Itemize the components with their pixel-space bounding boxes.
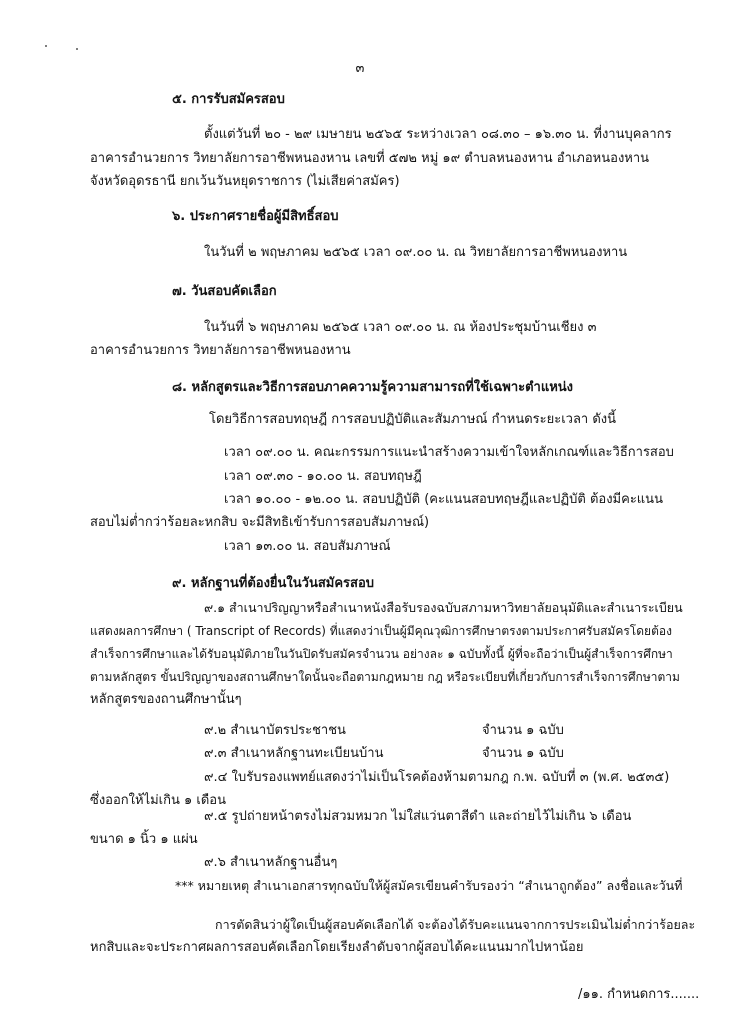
item-9-4-line-2: ซึ่งออกให้ไม่เกิน ๑ เดือน bbox=[90, 793, 226, 808]
scan-speck bbox=[76, 48, 78, 50]
item-9-2-quantity: จำนวน ๑ ฉบับ bbox=[482, 723, 564, 738]
item-9-6: ๙.๖ สำเนาหลักฐานอื่นๆ bbox=[204, 855, 338, 870]
note: *** หมายเหตุ สำเนาเอกสารทุกฉบับให้ผู้สมัครเขียนคำรับรองว่า “สำเนาถูกต้อง” ลงชื่อและวันที่ bbox=[175, 878, 683, 893]
section-8-heading: ๘. หลักสูตรและวิธีการสอบภาคความรู้ความสามารถที่ใช้เฉพาะตำแหน่ง bbox=[172, 380, 574, 395]
item-9-4-line-1: ๙.๔ ใบรับรองแพทย์แสดงว่าไม่เป็นโรคต้องห้ามตามกฎ ก.พ. ฉบับที่ ๓ (พ.ศ. ๒๕๓๕) bbox=[204, 770, 670, 785]
item-9-1-line-5: หลักสูตรของถานศึกษานั้นๆ bbox=[90, 692, 242, 707]
section-5-line-2: อาคารอำนวยการ วิทยาลัยการอาชีพหนองหาน เลขที่ ๕๗๒ หมู่ ๑๙ ตำบลหนองหาน อำเภอหนองหาน bbox=[90, 151, 650, 166]
section-6-line-1: ในวันที่ ๒ พฤษภาคม ๒๕๖๕ เวลา ๐๙.๐๐ น. ณ วิทยาลัยการอาชีพหนองหาน bbox=[204, 245, 628, 260]
section-6-heading: ๖. ประกาศรายชื่อผู้มีสิทธิ์สอบ bbox=[172, 209, 339, 224]
item-9-3: ๙.๓ สำเนาหลักฐานทะเบียนบ้าน bbox=[204, 746, 384, 761]
section-5-heading: ๕. การรับสมัครสอบ bbox=[172, 92, 285, 107]
item-9-1-line-2: แสดงผลการศึกษา ( Transcript of Records) ที่แสดงว่าเป็นผู้มีคุณวุฒิการศึกษาตรงตามประกาศรับสมัครโดยต้อง bbox=[90, 624, 672, 638]
item-9-2: ๙.๒ สำเนาบัตรประชาชน bbox=[204, 723, 346, 738]
section-7-line-1: ในวันที่ ๖ พฤษภาคม ๒๕๖๕ เวลา ๐๙.๐๐ น. ณ ห้องประชุมบ้านเชียง ๓ bbox=[204, 320, 597, 335]
schedule-row-2: เวลา ๐๙.๓๐ - ๑๐.๐๐ น. สอบทฤษฎี bbox=[224, 469, 422, 484]
item-9-1-line-4: ตามหลักสูตร ขั้นปริญญาของสถานศึกษาใดนั้นจะถือตามกฎหมาย กฎ หรือระเบียบที่เกี่ยวกับการสำเร็จการศึกษาตาม bbox=[90, 670, 680, 684]
closing-line-1: การตัดสินว่าผู้ใดเป็นผู้สอบคัดเลือกได้ จะต้องได้รับคะแนนจากการประเมินไม่ต่ำกว่าร้อยละ bbox=[215, 917, 696, 932]
continuation-note: /๑๑. กำหนดการ....... bbox=[578, 987, 700, 1002]
item-9-3-quantity: จำนวน ๑ ฉบับ bbox=[482, 746, 564, 761]
scan-speck bbox=[45, 45, 47, 47]
schedule-row-3-cont: สอบไม่ต่ำกว่าร้อยละหกสิบ จะมีสิทธิเข้ารับการสอบสัมภาษณ์) bbox=[90, 515, 430, 530]
section-7-line-2: อาคารอำนวยการ วิทยาลัยการอาชีพหนองหาน bbox=[90, 343, 351, 358]
schedule-row-4: เวลา ๑๓.๐๐ น. สอบสัมภาษณ์ bbox=[224, 539, 391, 554]
item-9-5-line-1: ๙.๕ รูปถ่ายหน้าตรงไม่สวมหมวก ไม่ใส่แว่นตาสีดำ และถ่ายไว้ไม่เกิน ๖ เดือน bbox=[204, 809, 632, 824]
schedule-row-3: เวลา ๑๐.๐๐ - ๑๒.๐๐ น. สอบปฏิบัติ (คะแนนสอบทฤษฎีและปฏิบัติ ต้องมีคะแนน bbox=[224, 492, 663, 507]
item-9-5-line-2: ขนาด ๑ นิ้ว ๑ แผ่น bbox=[90, 832, 198, 847]
section-8-intro: โดยวิธีการสอบทฤษฎี การสอบปฏิบัติและสัมภาษณ์ กำหนดระยะเวลา ดังนี้ bbox=[209, 412, 617, 427]
section-5-line-3: จังหวัดอุดรธานี ยกเว้นวันหยุดราชการ (ไม่เสียค่าสมัคร) bbox=[90, 174, 400, 189]
item-9-1-line-3: สำเร็จการศึกษาและได้รับอนุมัติภายในวันปิดรับสมัครจำนวน อย่างละ ๑ ฉบับทั้งนี้ ผู้ที่จะถือว่าเป็นผู้สำเร็จการศึกษา bbox=[90, 647, 673, 661]
schedule-row-1: เวลา ๐๙.๐๐ น. คณะกรรมการแนะนำสร้างความเข้าใจหลักเกณฑ์และวิธีการสอบ bbox=[224, 445, 674, 460]
section-7-heading: ๗. วันสอบคัดเลือก bbox=[172, 284, 277, 299]
item-9-1-line-1: ๙.๑ สำเนาปริญญาหรือสำเนาหนังสือรับรองฉบับสภามหาวิทยาลัยอนุมัติและสำเนาระเบียน bbox=[204, 600, 683, 615]
section-9-heading: ๙. หลักฐานที่ต้องยื่นในวันสมัครสอบ bbox=[172, 576, 375, 591]
page-number: ๓ bbox=[355, 61, 365, 76]
section-5-line-1: ตั้งแต่วันที่ ๒๐ - ๒๙ เมษายน ๒๕๖๕ ระหว่างเวลา ๐๘.๓๐ – ๑๖.๓๐ น. ที่งานบุคลากร bbox=[204, 127, 672, 142]
closing-line-2: หกสิบและจะประกาศผลการสอบคัดเลือกโดยเรียงลำดับจากผู้สอบได้คะแนนมากไปหาน้อย bbox=[90, 940, 584, 955]
